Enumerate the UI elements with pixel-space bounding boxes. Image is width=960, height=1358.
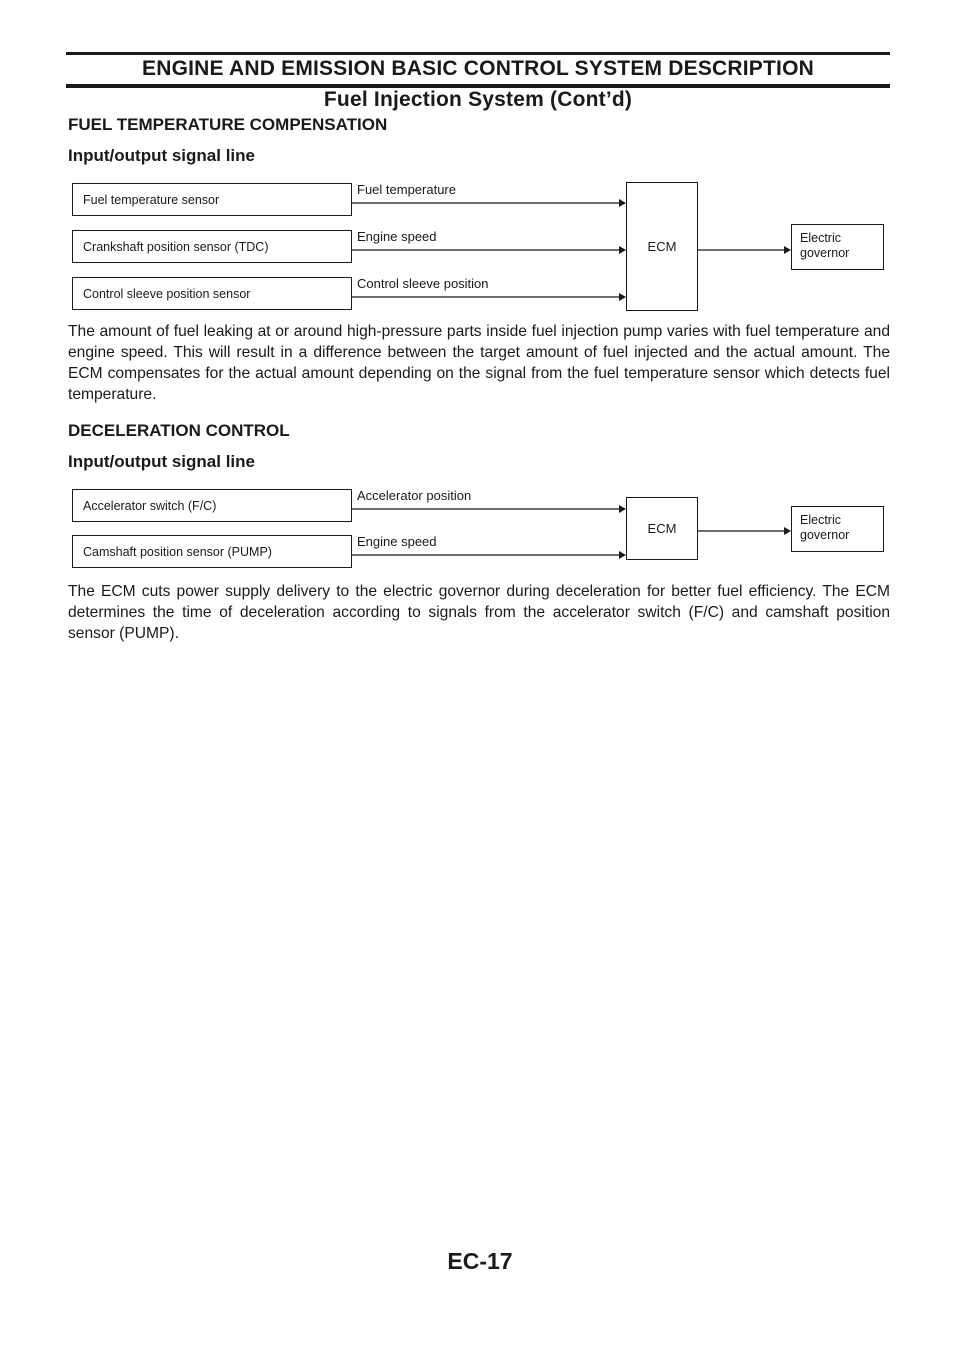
sensor-box-crankshaft-position: Crankshaft position sensor (TDC)	[72, 230, 352, 263]
page-number: EC-17	[447, 1248, 513, 1274]
signal-label-engine-speed-2: Engine speed	[357, 534, 437, 549]
sensor-box-control-sleeve: Control sleeve position sensor	[72, 277, 352, 310]
signal-label-control-sleeve: Control sleeve position	[357, 276, 489, 291]
electric-governor-box-1	[791, 224, 884, 270]
arrowhead-governor-2	[784, 527, 791, 535]
section-heading-deceleration: DECELERATION CONTROL	[68, 421, 290, 440]
arrowhead-crankshaft	[619, 246, 626, 254]
arrowhead-accelerator	[619, 505, 626, 513]
arrowhead-governor-1	[784, 246, 791, 254]
arrowhead-camshaft	[619, 551, 626, 559]
arrowhead-control-sleeve	[619, 293, 626, 301]
section-heading-fuel-temp: FUEL TEMPERATURE COMPENSATION	[68, 115, 388, 134]
header-subtitle: Fuel Injection System (Cont’d)	[323, 88, 633, 111]
signal-label-engine-speed: Engine speed	[357, 229, 437, 244]
ecm-box-2: ECM	[626, 497, 698, 560]
sensor-box-accelerator-switch: Accelerator switch (F/C)	[72, 489, 352, 522]
header-rule-top	[66, 52, 890, 55]
arrowhead-fuel-temp	[619, 199, 626, 207]
governor-label-line-2: governor	[800, 246, 850, 260]
subheading-signal-line-2: Input/output signal line	[68, 452, 255, 471]
governor-label-line-1b: Electric	[800, 513, 841, 527]
signal-label-fuel-temperature: Fuel temperature	[357, 182, 456, 197]
paragraph-fuel-temp: The amount of fuel leaking at or around high-pressure parts inside fuel injection pump varies with fuel temperature and engine speed. This will result in a difference between the target amount of fuel injected and the actual amount. The ECM compensates for the actual amount depending on the signal from the fuel temperature sensor which detects fuel temperature.	[68, 323, 890, 403]
signal-label-accelerator-position: Accelerator position	[357, 488, 472, 503]
electric-governor-box-2	[791, 506, 884, 552]
header-title: ENGINE AND EMISSION BASIC CONTROL SYSTEM DESCRIPTION	[142, 57, 814, 80]
paragraph-deceleration: The ECM cuts power supply delivery to the electric governor during deceleration for better fuel efficiency. The ECM determines the time of deceleration according to signals from the accelerator switch (F/C) and camshaft position sensor (PUMP).	[68, 583, 890, 642]
governor-label-line-1: Electric	[800, 231, 841, 245]
ecm-box-1: ECM	[626, 182, 698, 311]
subheading-signal-line-1: Input/output signal line	[68, 146, 255, 165]
sensor-box-camshaft-position: Camshaft position sensor (PUMP)	[72, 535, 352, 568]
governor-label-line-2b: governor	[800, 528, 850, 542]
sensor-box-fuel-temperature: Fuel temperature sensor	[72, 183, 352, 216]
